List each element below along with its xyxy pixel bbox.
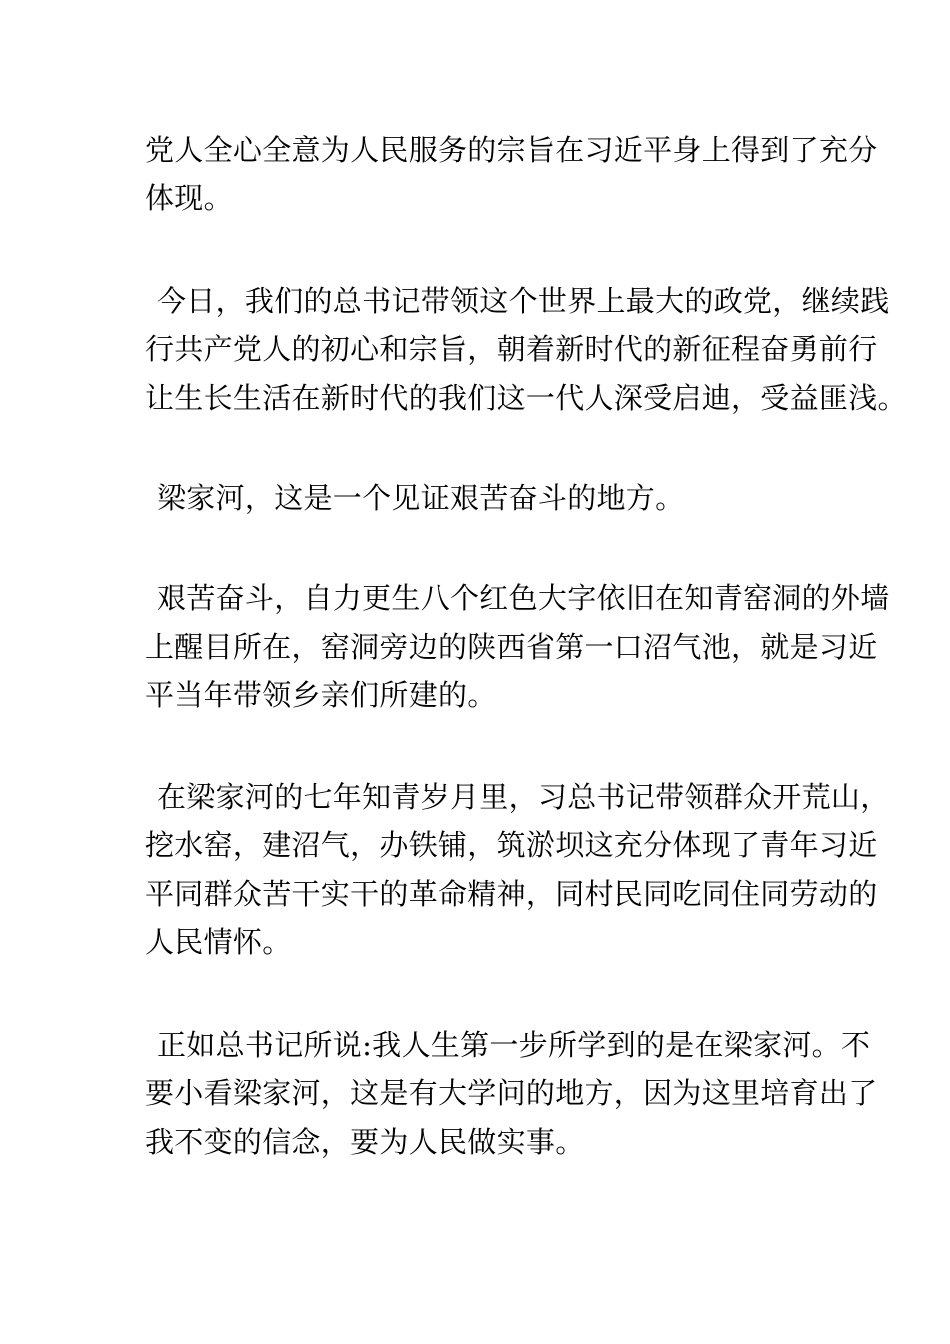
paragraph-line: 艰苦奋斗，自力更生八个红色大字依旧在知青窑洞的外墙	[157, 581, 890, 615]
paragraph-line: 今日，我们的总书记带领这个世界上最大的政党，继续践	[157, 284, 890, 318]
paragraph-line: 上醒目所在，窑洞旁边的陕西省第一口沼气池，就是习近	[145, 630, 878, 664]
paragraph-line: 平同群众苦干实干的革命精神，同村民同吃同住同劳动的	[145, 877, 878, 911]
paragraph-line: 让生长生活在新时代的我们这一代人深受启迪，受益匪浅。	[145, 381, 907, 415]
paragraph-line: 平当年带领乡亲们所建的。	[145, 678, 497, 712]
paragraph-line: 要小看梁家河，这是有大学问的地方，因为这里培育出了	[145, 1076, 878, 1110]
paragraph-line: 人民情怀。	[145, 925, 292, 959]
paragraph-line: 党人全心全意为人民服务的宗旨在习近平身上得到了充分	[145, 133, 878, 167]
paragraph-line: 我不变的信念，要为人民做实事。	[145, 1125, 585, 1159]
paragraph-line: 体现。	[145, 181, 233, 215]
paragraph-line: 在梁家河的七年知青岁月里，习总书记带领群众开荒山，	[157, 780, 890, 814]
paragraph-line: 梁家河，这是一个见证艰苦奋斗的地方。	[157, 481, 685, 515]
paragraph-line: 挖水窑，建沼气，办铁铺，筑淤坝这充分体现了青年习近	[145, 828, 878, 862]
paragraph-line: 行共产党人的初心和宗旨，朝着新时代的新征程奋勇前行	[145, 332, 878, 366]
paragraph-line: 正如总书记所说:我人生第一步所学到的是在梁家河。不	[157, 1028, 871, 1062]
